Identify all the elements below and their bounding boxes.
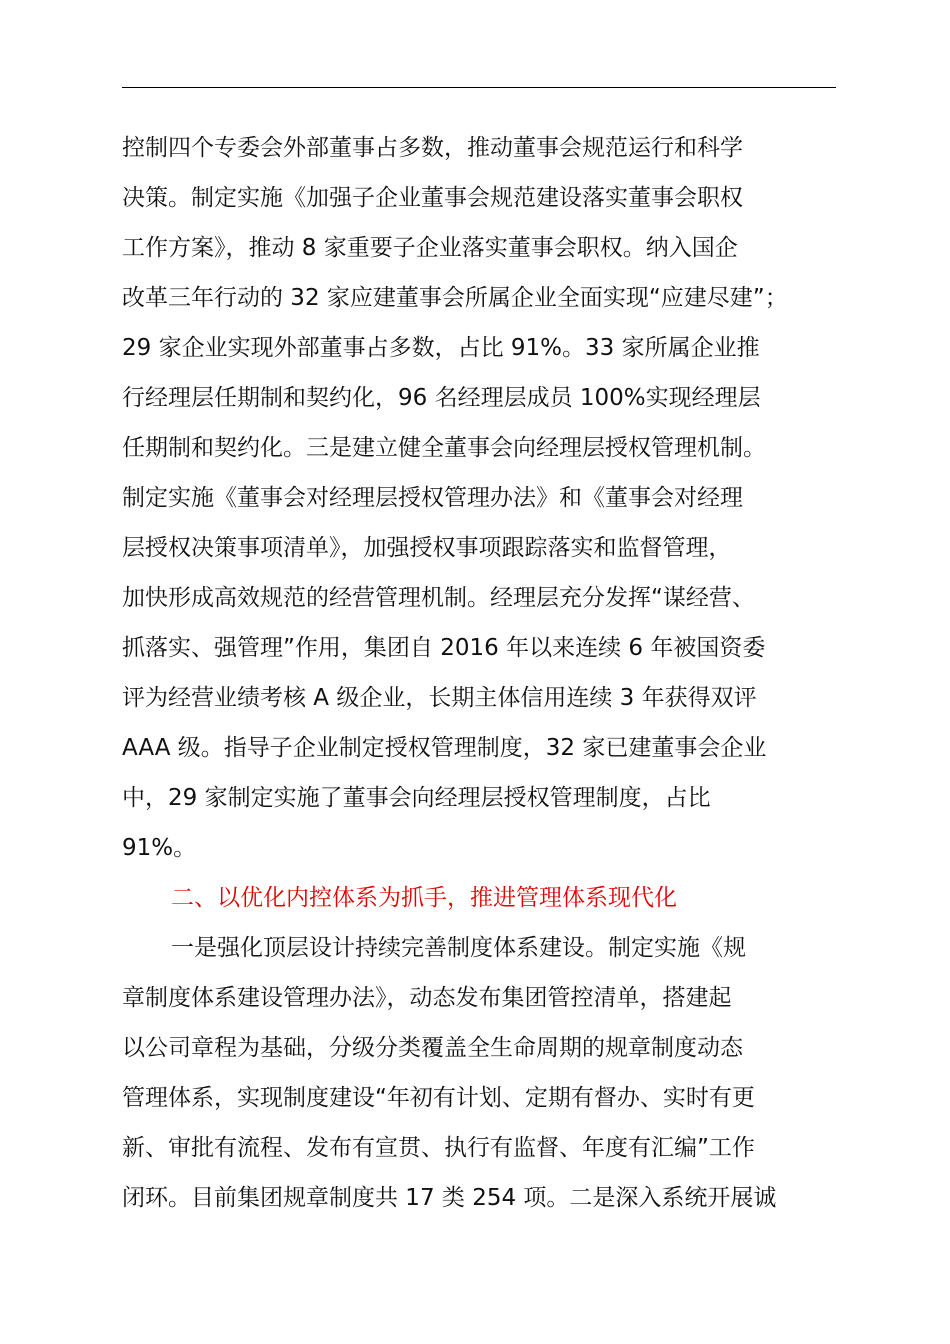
paragraph-line: 决策。制定实施《加强子企业董事会规范建设落实董事会职权 bbox=[122, 185, 743, 211]
paragraph-line: 抓落实、强管理”作用，集团自 2016 年以来连续 6 年被国资委 bbox=[122, 635, 766, 661]
section-heading: 二、以优化内控体系为抓手，推进管理体系现代化 bbox=[171, 885, 677, 911]
header-rule bbox=[122, 87, 836, 88]
section-line: 一是强化顶层设计持续完善制度体系建设。制定实施《规 bbox=[171, 935, 746, 961]
section-line: 新、审批有流程、发布有宣贯、执行有监督、年度有汇编”工作 bbox=[122, 1135, 755, 1161]
paragraph-line: 工作方案》，推动 8 家重要子企业落实董事会职权。纳入国企 bbox=[122, 235, 738, 261]
paragraph-line: 29 家企业实现外部董事占多数，占比 91%。33 家所属企业推 bbox=[122, 335, 760, 361]
paragraph-line: 控制四个专委会外部董事占多数，推动董事会规范运行和科学 bbox=[122, 135, 743, 161]
section-line: 管理体系，实现制度建设“年初有计划、定期有督办、实时有更 bbox=[122, 1085, 755, 1111]
paragraph-line: 制定实施《董事会对经理层授权管理办法》和《董事会对经理 bbox=[122, 485, 743, 511]
paragraph-line: 改革三年行动的 32 家应建董事会所属企业全面实现“应建尽建”； bbox=[122, 285, 788, 311]
section-line: 章制度体系建设管理办法》，动态发布集团管控清单，搭建起 bbox=[122, 985, 732, 1011]
document-body bbox=[122, 126, 842, 1226]
section-line: 以公司章程为基础，分级分类覆盖全生命周期的规章制度动态 bbox=[122, 1035, 743, 1061]
paragraph-line: 行经理层任期制和契约化，96 名经理层成员 100%实现经理层 bbox=[122, 385, 761, 411]
paragraph-line: 加快形成高效规范的经营管理机制。经理层充分发挥“谋经营、 bbox=[122, 585, 755, 611]
paragraph-line: 91%。 bbox=[122, 835, 197, 861]
paragraph-line: 层授权决策事项清单》，加强授权事项跟踪落实和监督管理， bbox=[122, 535, 732, 561]
paragraph-line: 任期制和契约化。三是建立健全董事会向经理层授权管理机制。 bbox=[122, 435, 766, 461]
paragraph-line: 评为经营业绩考核 A 级企业，长期主体信用连续 3 年获得双评 bbox=[122, 685, 757, 711]
section-line: 闭环。目前集团规章制度共 17 类 254 项。二是深入系统开展诚 bbox=[122, 1185, 777, 1211]
paragraph-line: AAA 级。指导子企业制定授权管理制度，32 家已建董事会企业 bbox=[122, 735, 767, 761]
paragraph-line: 中，29 家制定实施了董事会向经理层授权管理制度，占比 bbox=[122, 785, 711, 811]
